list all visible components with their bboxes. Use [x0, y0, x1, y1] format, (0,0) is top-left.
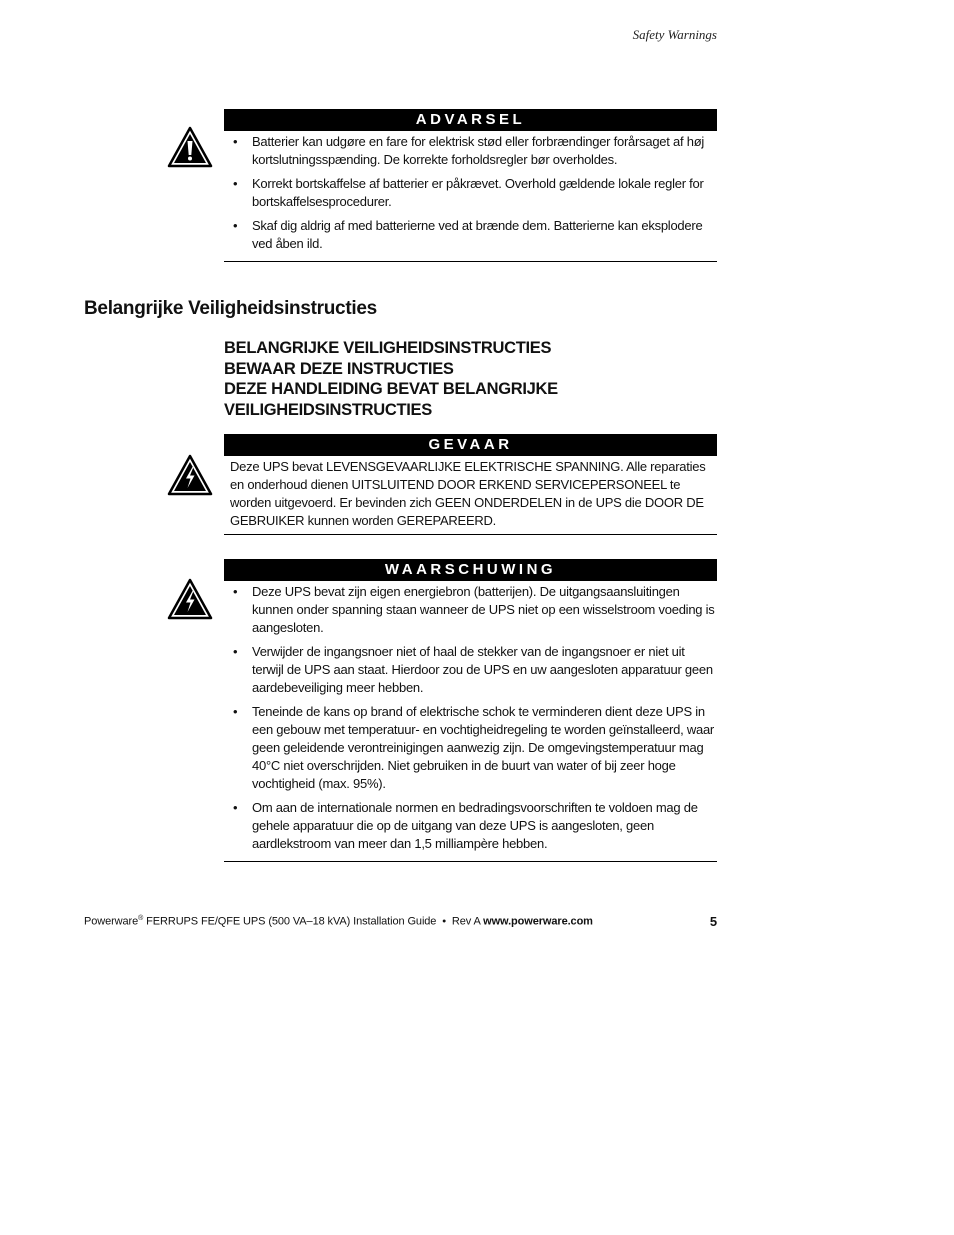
gevaar-title-bar: GEVAAR — [224, 434, 717, 456]
important-line: DEZE HANDLEIDING BEVAT BELANGRIJKE — [224, 380, 558, 399]
footer-brand: Powerware — [84, 915, 139, 928]
electrical-hazard-icon — [167, 578, 213, 620]
gevaar-block — [224, 434, 717, 535]
important-line: BEWAAR DEZE INSTRUCTIES — [224, 359, 454, 378]
waarschuwing-list — [224, 583, 717, 853]
list-item: • Batterier kan udgøre en fare for elektrisk stød eller forbrændinger forårsaget af høj kortslutningsspænding. De korrekte forholdsregler bør overholdes. — [224, 133, 717, 169]
waarschuwing-block — [224, 559, 717, 862]
list-item: • Teneinde de kans op brand of elektrische schok te verminderen dient deze UPS in een gebouw met temperatuur- en vochtigheidregeling te worden geïnstalleerd, waar geen geleidende verontreinigingen aanwezig zijn. De omgevingstemperatuur mag 40°C niet overschrijden. Niet gebruiken in de buurt van water of bij zeer hoge vochtigheid (max. 95%). — [224, 703, 717, 793]
exclamation-warning-icon — [167, 126, 213, 168]
electrical-hazard-icon — [167, 454, 213, 496]
advarsel-list — [224, 133, 717, 253]
important-line: BELANGRIJKE VEILIGHEIDSINSTRUCTIES — [224, 339, 552, 357]
section-heading: Belangrijke Veiligheidsinstructies — [84, 298, 377, 319]
list-item: • Skaf dig aldrig af med batterierne ved at brænde dem. Batterierne kan eksplodere ved åben ild. — [224, 217, 717, 253]
registered-mark: ® — [138, 915, 144, 922]
list-item: • Korrekt bortskaffelse af batterier er påkrævet. Overhold gældende lokale regler for bortskaffelsesprocedurer. — [224, 175, 717, 211]
waarschuwing-title-bar: WAARSCHUWING — [224, 559, 717, 581]
list-item: • Deze UPS bevat zijn eigen energiebron (batterijen). De uitgangsaansluitingen kunnen onder spanning staan wanneer de UPS niet op een wisselstroom voeding is aangesloten. — [224, 583, 717, 637]
page-number: 5 — [709, 914, 717, 929]
advarsel-block — [224, 109, 717, 262]
running-header: Safety Warnings — [632, 27, 717, 42]
list-item: • Om aan de internationale normen en bedradingsvoorschriften te voldoen mag de gehele apparatuur die op de uitgang van deze UPS is aangesloten, geen aardlekstroom van meer dan 1,5 milliampère hebben. — [224, 799, 717, 853]
important-line: VEILIGHEIDSINSTRUCTIES — [224, 401, 432, 420]
page-footer — [84, 915, 717, 928]
list-item: • Verwijder de ingangsnoer niet of haal de stekker van de ingangsnoer er niet uit terwijl de UPS aan staat. Hierdoor zou de UPS en uw aangesloten apparatuur geen aardebeveiliging meer hebben. — [224, 643, 717, 697]
footer-url[interactable]: www.powerware.com — [483, 915, 593, 928]
advarsel-title-bar: ADVARSEL — [224, 109, 717, 131]
gevaar-text: Deze UPS bevat LEVENSGEVAARLIJKE ELEKTRISCHE SPANNING. Alle reparaties en onderhoud dienen UITSLUITEND DOOR ERKEND SERVICEPERSONEEL te worden uitgevoerd. Er bevinden zich GEEN ONDERDELEN in de UPS die DOOR DE GEBRUIKER kunnen worden GEREPAREERD. — [224, 456, 717, 535]
footer-guide-title: FERRUPS FE/QFE UPS (500 VA–18 kVA) Installation Guide • Rev A — [143, 915, 484, 928]
important-notice — [224, 338, 558, 421]
